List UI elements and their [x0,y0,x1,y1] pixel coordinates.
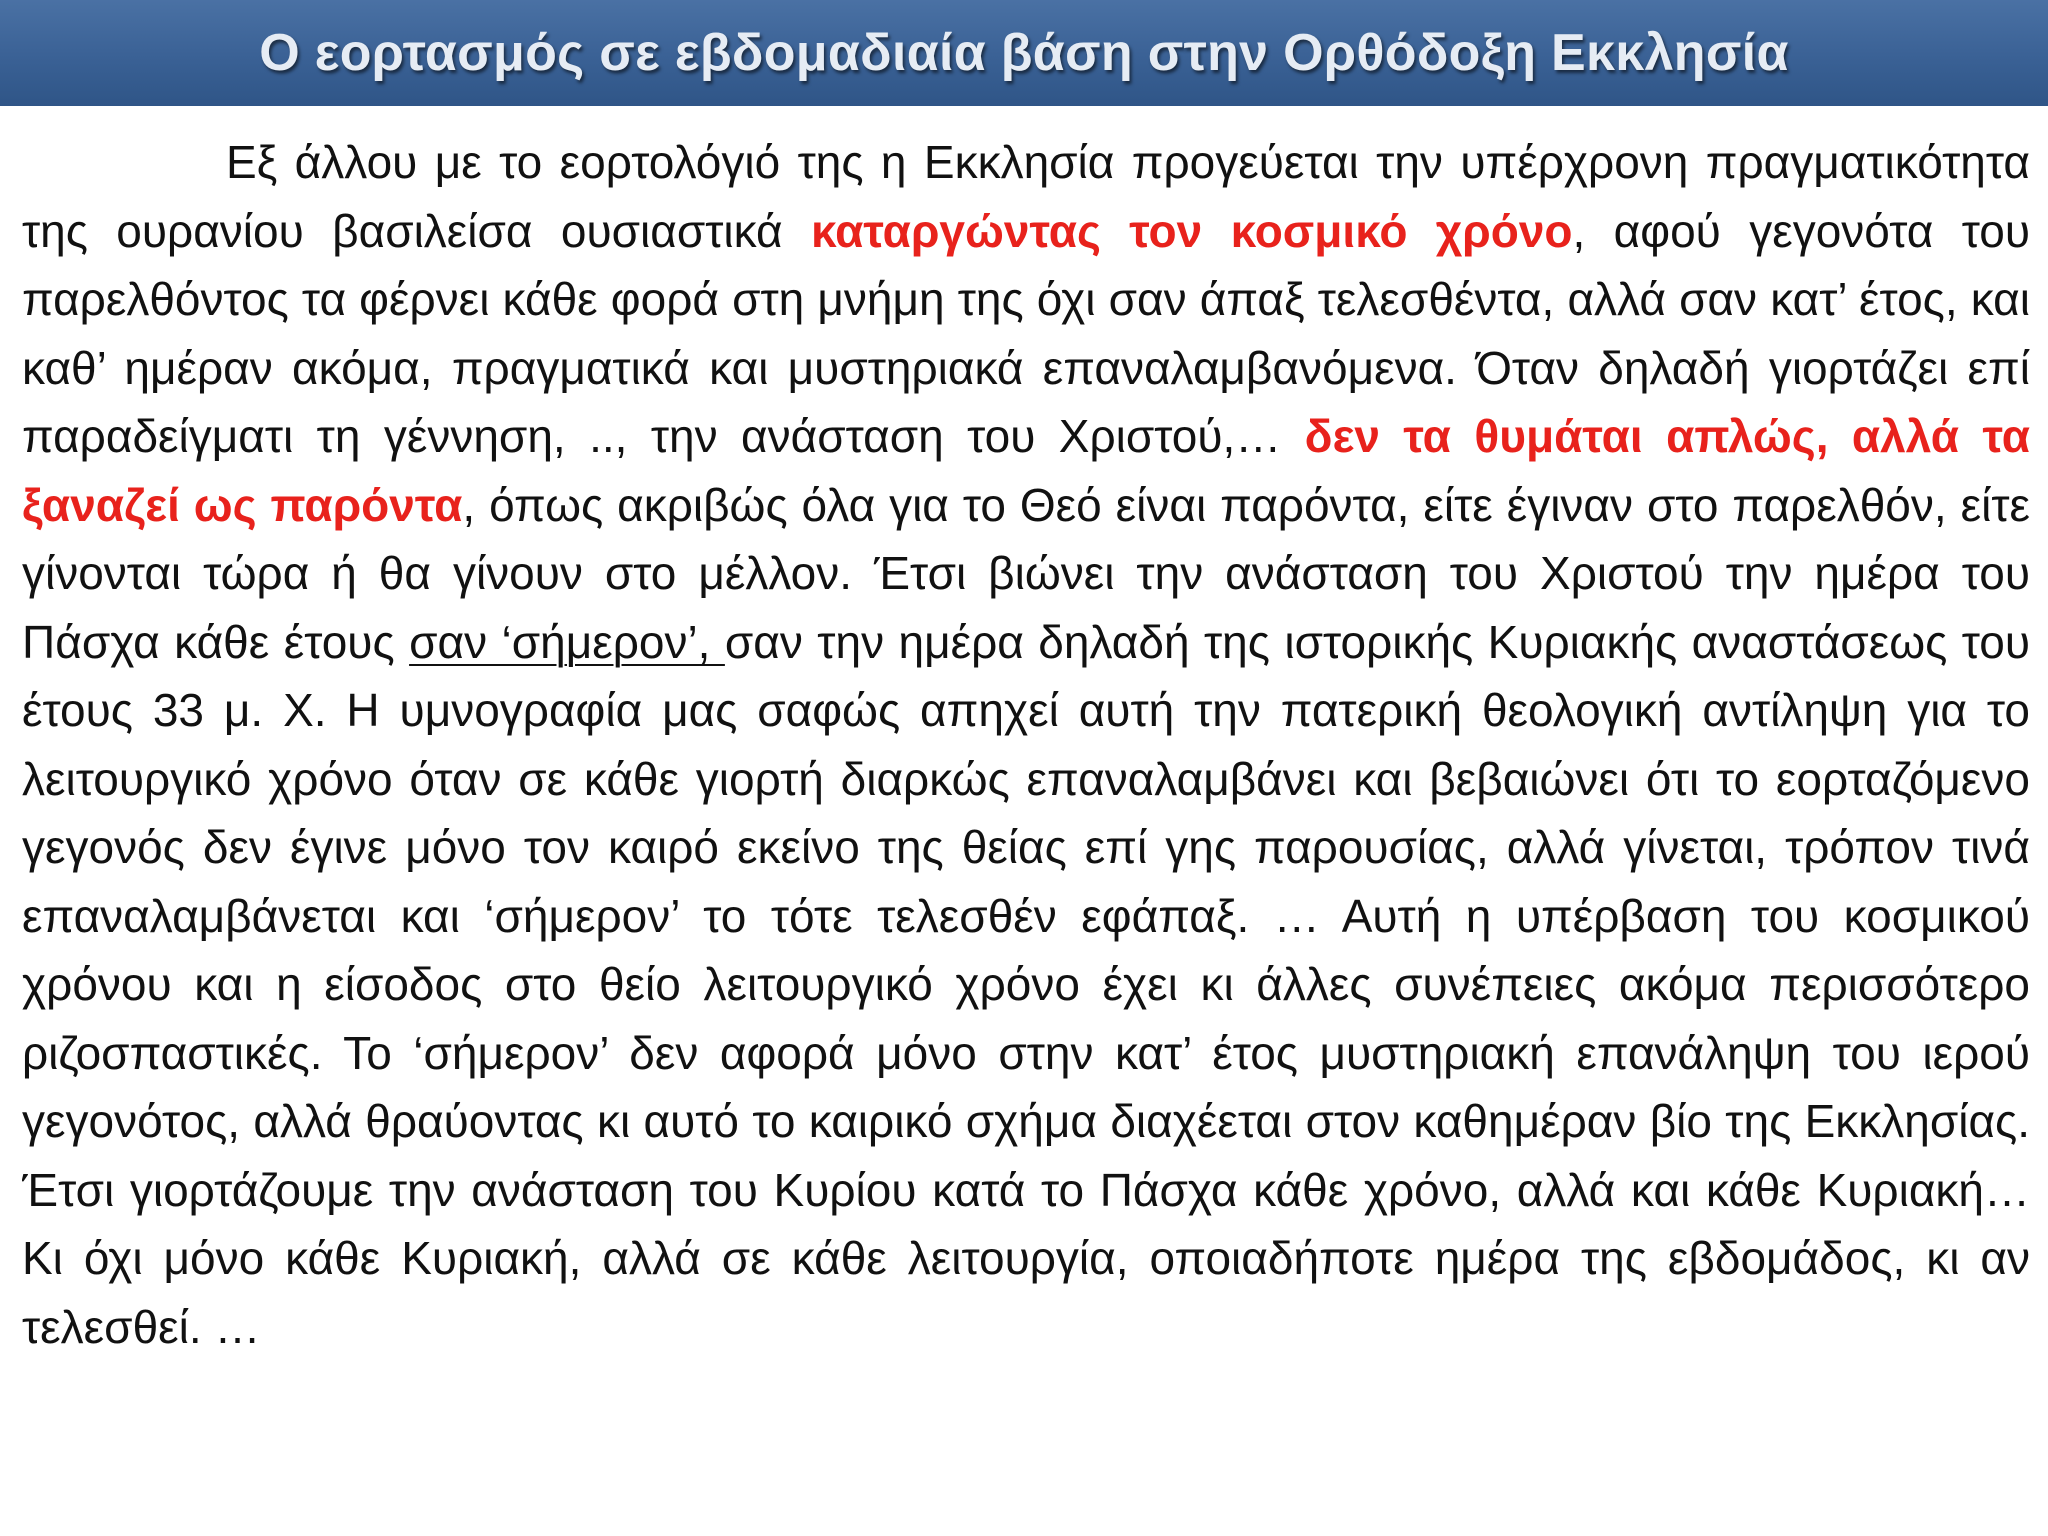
highlight-relive-present: δεν τα θυμάται απλώς, αλλά τα ξαναζεί ως παρόντα [22,410,2030,531]
body-text-segment-4: σαν την ημέρα δηλαδή της ιστορικής Κυριακής αναστάσεως του έτους 33 μ. Χ. Η υμνογραφία μας σαφώς απηχεί αυτή την πατερική θεολογική αντίληψη για το λειτουργικό χρόνο όταν σε κάθε γιορτή διαρκώς επαναλαμβάνει και βεβαιώνει ότι το εορταζόμενο γεγονός δεν έγινε μόνο τον καιρό εκείνο της θείας επί γης παρουσίας, αλλά γίνεται, τρόπον τινά επαναλαμβάνεται και ‘σήμερον’ το τότε τελεσθέν εφάπαξ. … Αυτή η υπέρβαση του κοσμικού χρόνου και η είσοδος στο θείο λειτουργικό χρόνο έχει κι άλλες συνέπειες ακόμα περισσότερο ριζοσπαστικές. Το ‘σήμερον’ δεν αφορά μόνο στην κατ’ έτος μυστηριακή επανάληψη του ιερού γεγονότος, αλλά θραύοντας κι αυτό το καιρικό σχήμα διαχέεται στον καθημέραν βίο της Εκκλησίας. Έτσι γιορτάζουμε την ανάσταση του Κυρίου κατά το Πάσχα κάθε χρόνο, αλλά και κάθε Κυριακή… Κι όχι μόνο κάθε Κυριακή, αλλά σε κάθε λειτουργία, οποιαδήποτε ημέρα της εβδομάδος, κι αν τελεσθεί. … [22,615,2030,1353]
title-bar [0,0,2048,106]
slide-title: Ο εορτασμός σε εβδομαδιαία βάση στην Ορθόδοξη Εκκλησία [259,24,1789,82]
body-text-segment-2: , αφού γεγονότα του παρελθόντος τα φέρνει κάθε φορά στη μνήμη της όχι σαν άπαξ τελεσθέντα, αλλά σαν κατ’ έτος, και καθ’ ημέραν ακόμα, πραγματικά και μυστηριακά επαναλαμβανόμενα. Όταν δηλαδή γιορτάζει επί παραδείγματι τη γέννηση, .., την ανάσταση του Χριστού,… [22,204,2030,462]
slide-body [22,128,2030,1528]
highlight-cosmic-time: καταργώντας τον κοσμικό χρόνο [811,204,1573,257]
body-paragraph [22,128,2030,1361]
underlined-today: σαν ‘σήμερον’, [409,615,725,668]
body-text-segment-1: Εξ άλλου με το εορτολόγιό της η Εκκλησία προγεύεται την υπέρχρονη πραγματικότητα της ουρανίου βασιλείσα ουσιαστικά [22,136,2030,257]
body-text-segment-3: , όπως ακριβώς όλα για το Θεό είναι παρόντα, είτε έγιναν στο παρελθόν, είτε γίνονται τώρα ή θα γίνουν στο μέλλον. Έτσι βιώνει την ανάσταση του Χριστού την ημέρα του Πάσχα κάθε έτους [22,478,2030,668]
